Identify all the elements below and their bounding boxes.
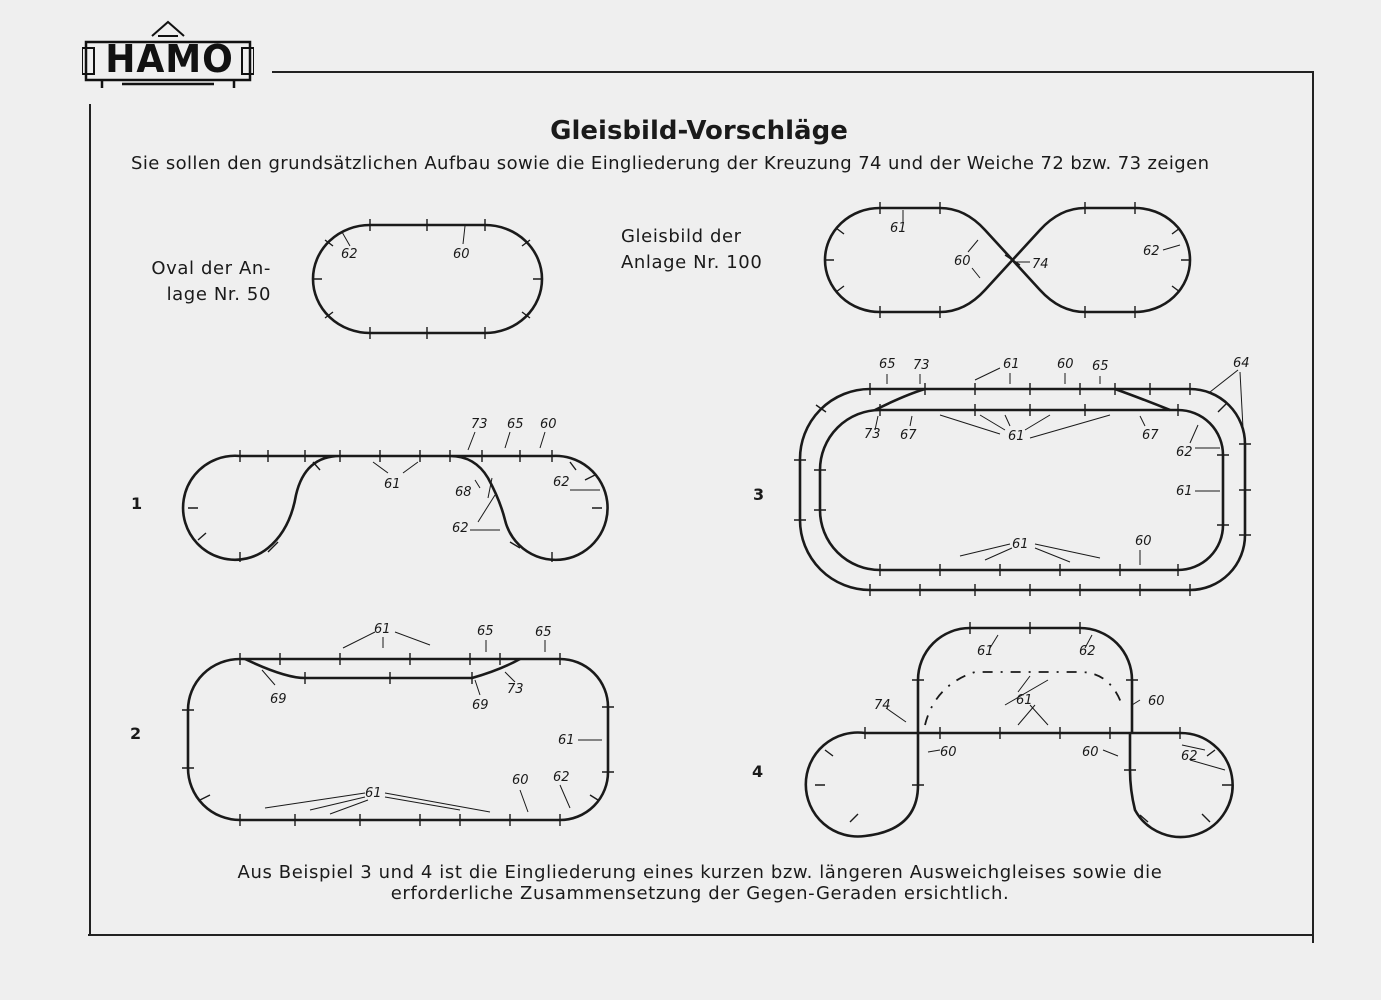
label-ex1-73: 73 <box>471 417 488 432</box>
label-ex3-61c: 61 <box>1176 484 1193 499</box>
label-ex3-62: 62 <box>1176 445 1193 460</box>
ex3-labels <box>864 356 1250 552</box>
label-ex3-61b: 61 <box>1008 429 1025 444</box>
page-title: Gleisbild-Vorschläge <box>550 116 848 146</box>
label-eight-74: 74 <box>1032 257 1049 272</box>
figure-eight-track <box>825 208 1190 312</box>
label-ex4-60a: 60 <box>1148 694 1165 709</box>
caption-anlage-100-line1: Gleisbild der <box>621 226 742 247</box>
label-ex2-60: 60 <box>512 773 529 788</box>
label-ex4-62b: 62 <box>1181 749 1198 764</box>
example-number-2: 2 <box>130 724 142 743</box>
label-eight-61: 61 <box>890 221 907 236</box>
example-4-main-track <box>806 733 1233 837</box>
label-ex1-62a: 62 <box>553 475 570 490</box>
label-ex3-67b: 67 <box>1142 428 1159 443</box>
ex1-labels <box>384 417 570 536</box>
example-number-4: 4 <box>752 762 764 781</box>
label-ex1-62b: 62 <box>452 521 469 536</box>
example-2-siding-track <box>245 659 520 678</box>
label-eight-60: 60 <box>954 254 971 269</box>
label-ex2-62: 62 <box>553 770 570 785</box>
label-ex2-69b: 69 <box>472 698 489 713</box>
example-3-siding-track <box>875 389 1170 410</box>
oval-labels <box>341 247 470 262</box>
label-ex4-61b: 61 <box>1016 693 1033 708</box>
leader-lines <box>262 210 1243 814</box>
label-ex3-61a: 61 <box>1003 357 1020 372</box>
label-ex2-61b: 61 <box>558 733 575 748</box>
label-ex1-68: 68 <box>455 485 472 500</box>
label-ex2-65b: 65 <box>535 625 552 640</box>
footer-line-2: erforderliche Zusammensetzung der Gegen-Geraden ersichtlich. <box>390 883 1010 904</box>
oval-tick-marks <box>313 219 542 339</box>
label-ex2-61c: 61 <box>365 786 382 801</box>
caption-anlage-100-line2: Anlage Nr. 100 <box>621 252 763 273</box>
ex4-tick-marks <box>815 622 1232 822</box>
logo-text: HAMO <box>105 37 234 81</box>
label-ex3-61d: 61 <box>1012 537 1029 552</box>
label-ex4-60b: 60 <box>940 745 957 760</box>
label-oval-62: 62 <box>341 247 358 262</box>
footer-line-1: Aus Beispiel 3 und 4 ist die Eingliederung eines kurzen bzw. längeren Ausweichgleises sowie die <box>237 862 1163 883</box>
caption-anlage-50-line1: Oval der An- <box>151 258 271 279</box>
label-ex3-60: 60 <box>1057 357 1074 372</box>
label-oval-60: 60 <box>453 247 470 262</box>
footer-note <box>150 862 1250 904</box>
label-ex4-74: 74 <box>874 698 891 713</box>
label-ex2-65a: 65 <box>477 624 494 639</box>
page-subtitle: Sie sollen den grundsätzlichen Aufbau sowie die Eingliederung der Kreuzung 74 und der Weiche 72 bzw. 73 zeigen <box>131 153 1210 174</box>
label-ex4-60c: 60 <box>1082 745 1099 760</box>
label-ex4-62: 62 <box>1079 644 1096 659</box>
label-ex2-61: 61 <box>374 622 391 637</box>
example-number-3: 3 <box>753 485 765 504</box>
label-ex3-60b: 60 <box>1135 534 1152 549</box>
label-ex3-67a: 67 <box>900 428 917 443</box>
label-ex2-73: 73 <box>507 682 524 697</box>
example-1-track <box>183 456 608 560</box>
ex1-tick-marks <box>188 450 602 562</box>
example-number-1: 1 <box>131 494 143 513</box>
label-ex1-60: 60 <box>540 417 557 432</box>
label-ex4-61a: 61 <box>977 644 994 659</box>
label-ex3-73a: 73 <box>913 358 930 373</box>
label-ex3-64: 64 <box>1233 356 1250 371</box>
label-ex1-61: 61 <box>384 477 401 492</box>
label-ex3-73b: 73 <box>864 427 881 442</box>
ex4-labels <box>874 644 1198 764</box>
label-ex1-65: 65 <box>507 417 524 432</box>
eight-tick-marks <box>825 202 1190 318</box>
label-ex2-69a: 69 <box>270 692 287 707</box>
label-ex3-65b: 65 <box>1092 359 1109 374</box>
ex2-labels <box>270 622 575 801</box>
label-ex3-65a: 65 <box>879 357 896 372</box>
caption-anlage-50-line2: lage Nr. 50 <box>166 284 271 305</box>
label-eight-62: 62 <box>1143 244 1160 259</box>
